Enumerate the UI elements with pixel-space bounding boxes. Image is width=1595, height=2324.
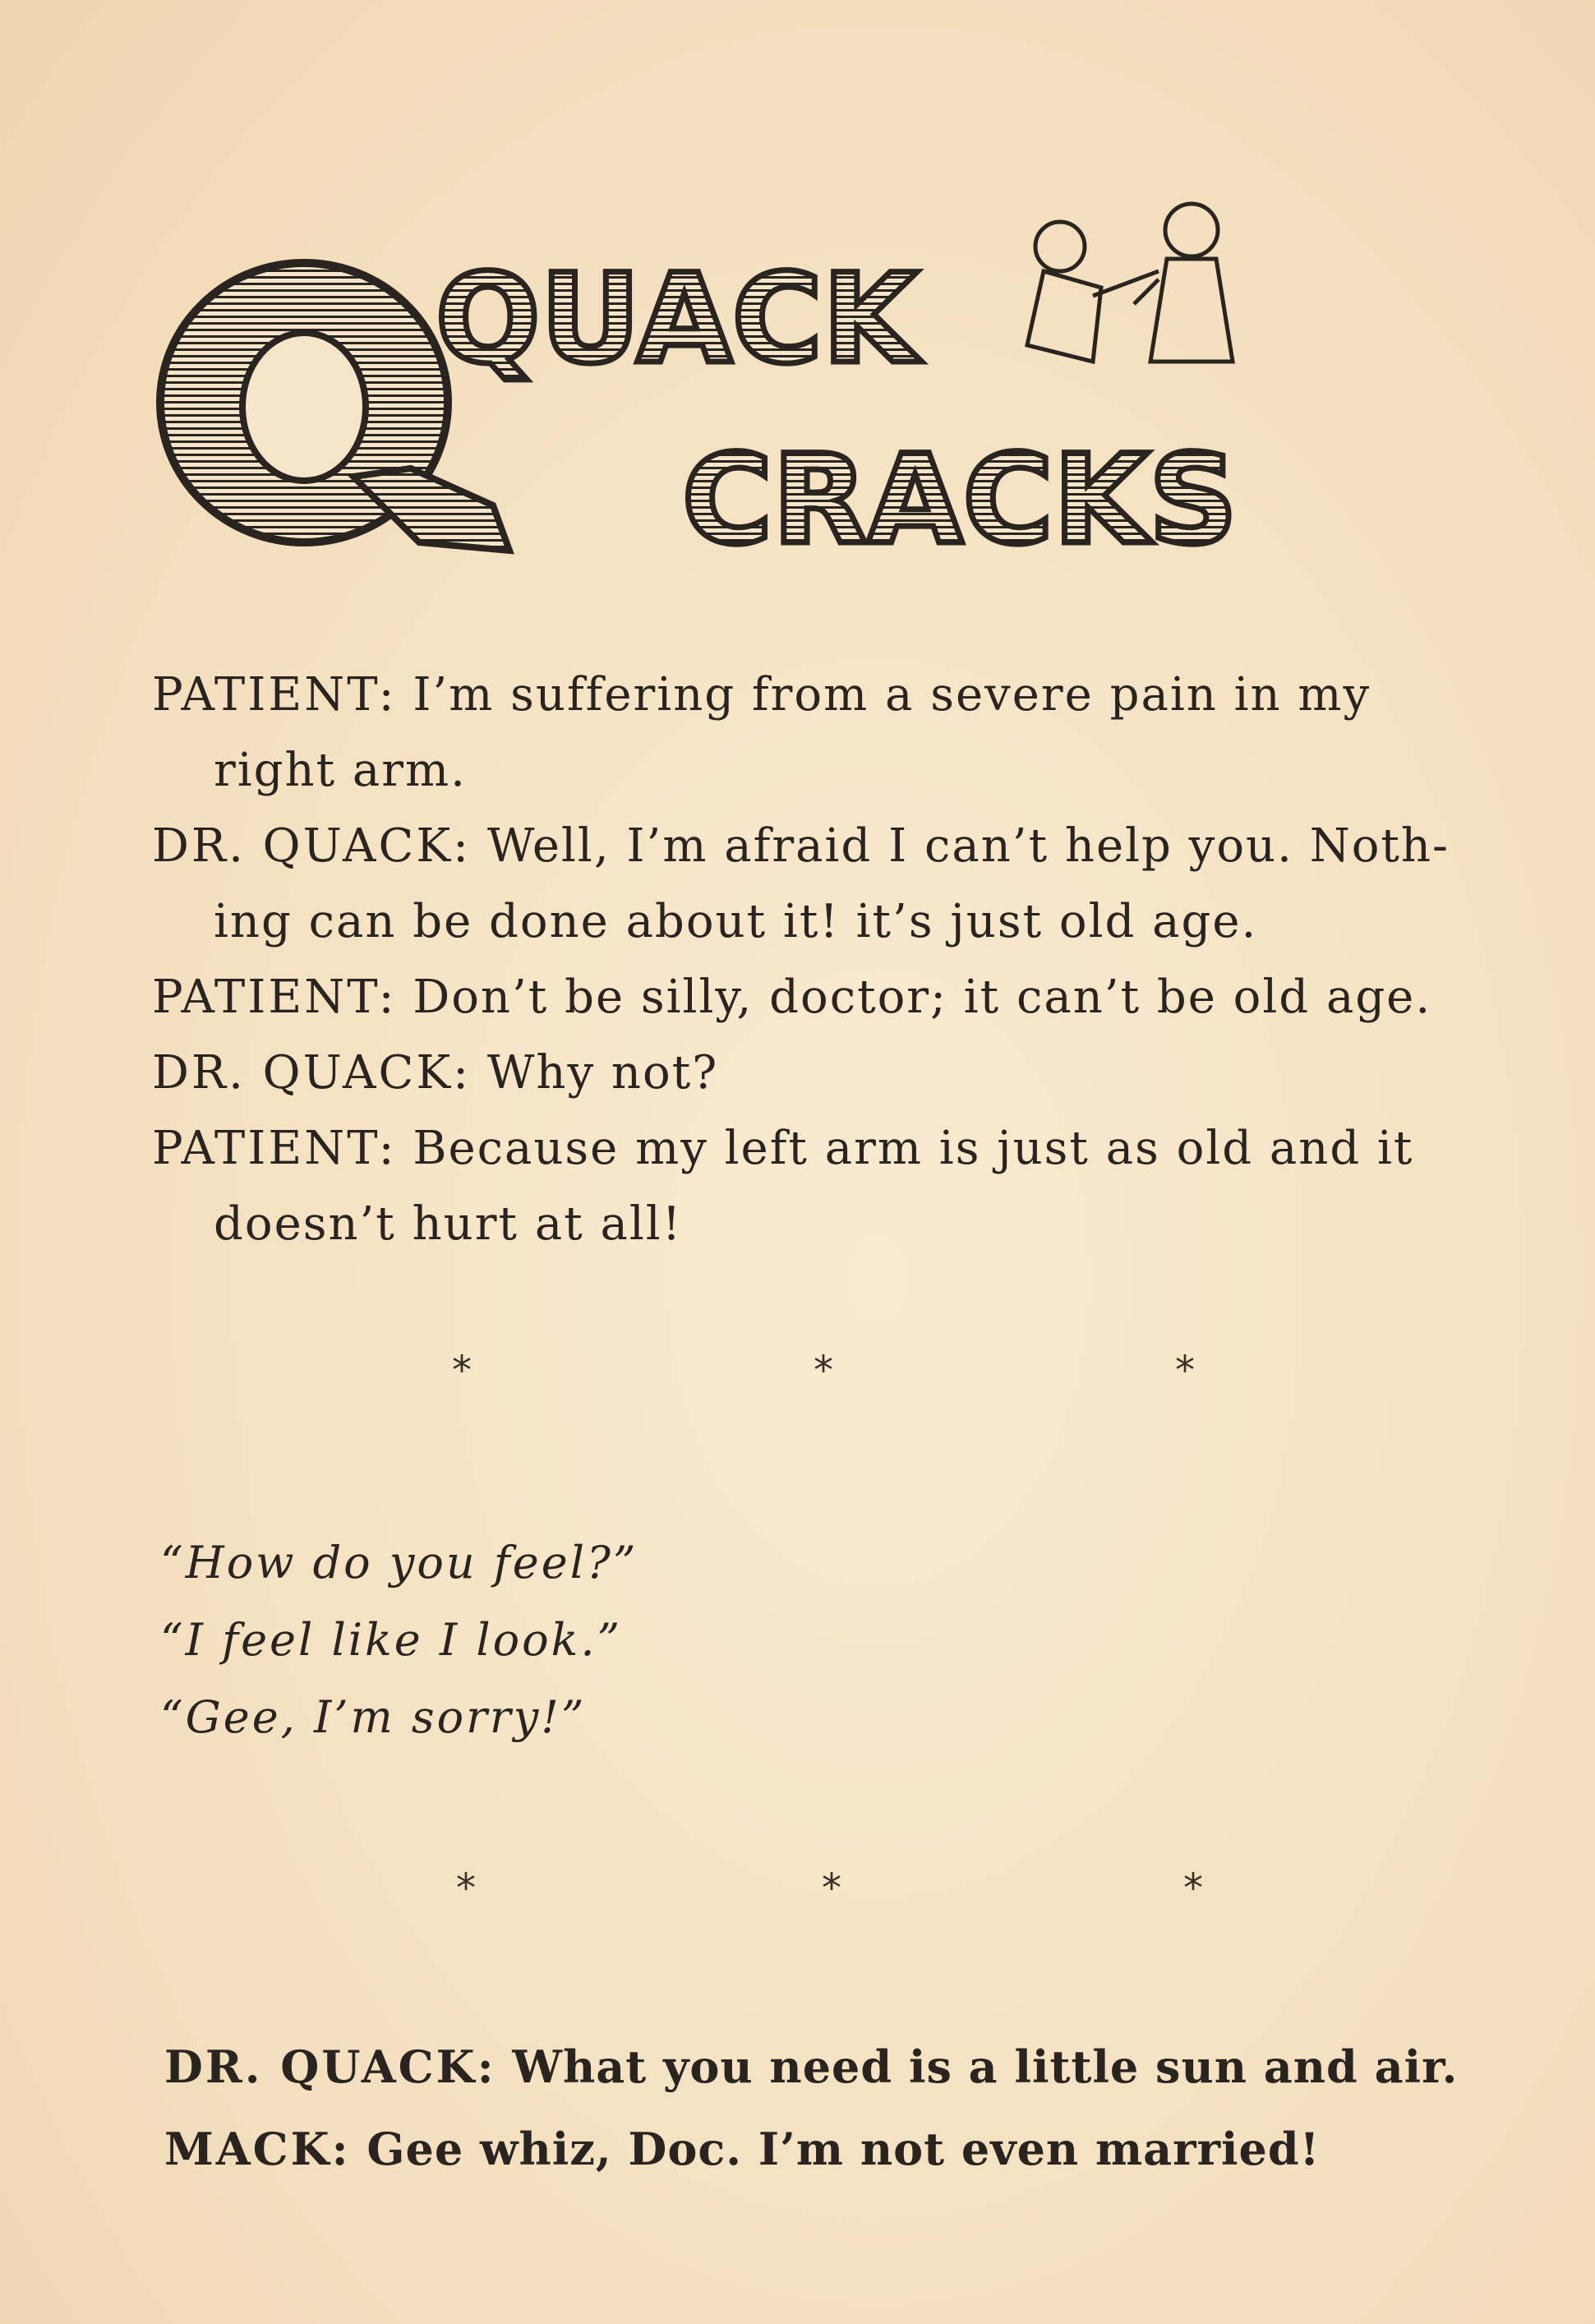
asterisk: * [1175,1348,1195,1394]
joke-2-line-3: “Gee, I’m sorry!” [160,1691,587,1743]
dialogue-text: Don’t be silly, doctor; it can’t be old age. [413,971,1432,1024]
joke-1-line-2-cont: ing can be done about it! it’s just old age. [214,895,1258,948]
asterisk: * [822,1865,841,1911]
dialogue-text: I’m suffering from a severe pain in my [413,668,1371,722]
joke-1-line-5 [152,1111,1524,1187]
joke-3-line-2 [164,2108,1545,2190]
asterisk: * [452,1348,472,1394]
dialogue-text: Well, I’m afraid I can’t help you. Noth- [486,819,1450,873]
joke-2-line-2: “I feel like I look.” [160,1614,623,1666]
joke-1-line-4 [152,1035,1524,1111]
joke-1-line-3 [152,960,1524,1035]
title-word-cracks: CRACKS [682,429,1238,567]
joke-1-line-1-cont: right arm. [214,744,467,797]
joke-1-line-1 [152,657,1524,733]
dialogue-text: Why not? [486,1046,719,1100]
speaker-label: MACK: [164,2123,351,2175]
doctor-and-patient-cartoon-icon [1027,204,1233,362]
joke-1-line-5-cont: doesn’t hurt at all! [214,1197,683,1251]
dialogue-text: What you need is a little sun and air. [512,2040,1459,2093]
speaker-label: PATIENT: [152,971,397,1024]
joke-2-dialogue [160,1524,1311,1756]
title-word-quack: QUACK [436,248,919,391]
title-graphic [148,197,1512,567]
speaker-label: DR. QUACK: [152,1046,472,1100]
joke-2-line-1: “How do you feel?” [160,1537,638,1589]
joke-3-line-1 [164,2026,1545,2108]
asterisk: * [814,1348,833,1394]
joke-1-line-2 [152,809,1524,884]
joke-3-dialogue [164,2026,1545,2190]
speaker-label: PATIENT: [152,1122,397,1175]
dialogue-text: Because my left arm is just as old and it [413,1122,1414,1175]
speaker-label: DR. QUACK: [164,2040,496,2093]
asterisk: * [456,1865,476,1911]
dialogue-text: Gee whiz, Doc. I’m not even married! [366,2123,1321,2175]
speaker-label: PATIENT: [152,668,397,722]
quack-cracks-title [148,197,1512,567]
asterisk: * [1183,1865,1203,1911]
joke-1-dialogue [152,657,1524,1262]
speaker-label: DR. QUACK: [152,819,472,873]
